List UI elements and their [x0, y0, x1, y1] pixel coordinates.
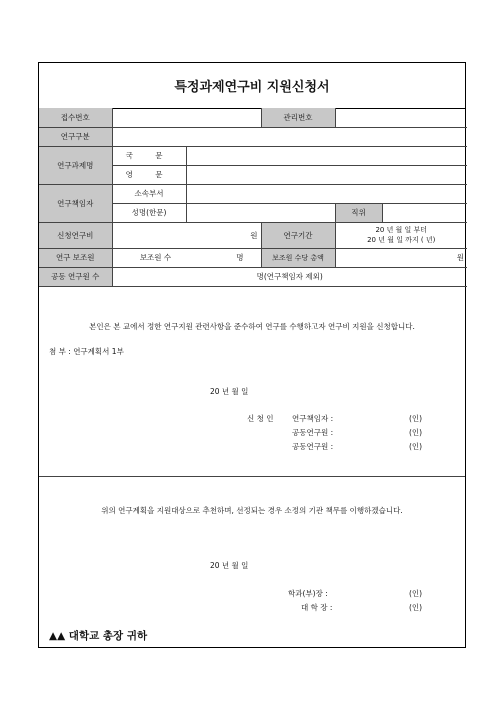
seal-mark: (인)	[409, 428, 423, 437]
seal-mark: (인)	[409, 603, 423, 612]
research-period-field[interactable]	[335, 222, 467, 248]
requested-fund-label: 신청연구비	[39, 222, 112, 248]
application-date: 20 년 월 일	[210, 387, 249, 396]
position-field[interactable]	[382, 203, 467, 222]
research-type-label: 연구구분	[39, 127, 112, 146]
recommendation-statement: 위의 연구계획을 지원대상으로 추천하며, 선정되는 경우 소정의 기관 책무를 이행하겠습니다.	[101, 506, 403, 515]
name-hanja-label: 성명(한문)	[112, 203, 186, 222]
person-unit: 명	[236, 253, 244, 262]
applicant-label: 신 청 인	[247, 414, 274, 423]
form-table	[39, 108, 467, 287]
requested-fund-field[interactable]	[112, 222, 261, 248]
english-label: 영 문	[112, 165, 186, 184]
seal-mark: (인)	[409, 442, 423, 451]
co-researchers-label: 공동 연구원 수	[39, 267, 112, 286]
attachment	[49, 346, 124, 357]
assistant-allowance-label: 보조원 수당 총액	[261, 248, 335, 267]
project-english-field[interactable]	[186, 165, 467, 184]
signer-lead: 연구책임자 :	[292, 414, 334, 423]
mgmt-no-field[interactable]	[335, 108, 467, 127]
receipt-no-label: 접수번호	[39, 108, 112, 127]
research-type-field[interactable]	[112, 127, 467, 146]
assistant-allowance-field[interactable]	[335, 248, 467, 267]
signer-dept-head: 학과(부)장 :	[288, 589, 328, 598]
research-period-label: 연구기간	[261, 222, 335, 248]
period-end: 20 년 월 일 까지 ( 년)	[367, 236, 436, 244]
korean-label: 국 문	[112, 146, 186, 165]
assistant-count-label: 보조원 수	[139, 253, 172, 262]
project-korean-field[interactable]	[186, 146, 467, 165]
period-start: 20 년 월 일 부터	[375, 226, 428, 234]
recommendation-section	[39, 476, 465, 649]
attachment-value: 연구계획서 1부	[73, 347, 124, 356]
name-hanja-field[interactable]	[186, 203, 335, 222]
signer-dean: 대 학 장 :	[301, 603, 333, 612]
recommendation-date: 20 년 월 일	[210, 561, 249, 570]
signer-co-1: 공동연구원 :	[292, 428, 334, 437]
receipt-no-field[interactable]	[112, 108, 261, 127]
application-statement: 본인은 본 교에서 정한 연구지원 관련사항을 준수하여 연구를 수행하고자 연구비 지원을 신청합니다.	[89, 322, 415, 331]
application-form	[38, 62, 466, 648]
won-unit: 원	[456, 253, 464, 262]
department-field[interactable]	[186, 184, 467, 203]
seal-mark: (인)	[409, 414, 423, 423]
assistant-count-field[interactable]	[112, 248, 261, 267]
mgmt-no-label: 관리번호	[261, 108, 335, 127]
seal-mark: (인)	[409, 589, 423, 598]
form-title: 특정과제연구비 지원신청서	[39, 63, 465, 109]
won-unit: 원	[250, 230, 258, 240]
application-statement-section	[39, 313, 465, 477]
department-label: 소속부서	[112, 184, 186, 203]
position-label: 직위	[335, 203, 382, 222]
attachment-label: 첨 부 :	[49, 347, 71, 356]
signer-co-2: 공동연구원 :	[292, 442, 334, 451]
project-name-label: 연구과제명	[39, 146, 112, 184]
assistant-label: 연구 보조원	[39, 248, 112, 267]
addressee: ▲▲ 대학교 총장 귀하	[49, 630, 148, 642]
lead-researcher-label: 연구책임자	[39, 184, 112, 222]
co-researchers-field[interactable]: 명(연구책임자 제외)	[112, 267, 467, 286]
